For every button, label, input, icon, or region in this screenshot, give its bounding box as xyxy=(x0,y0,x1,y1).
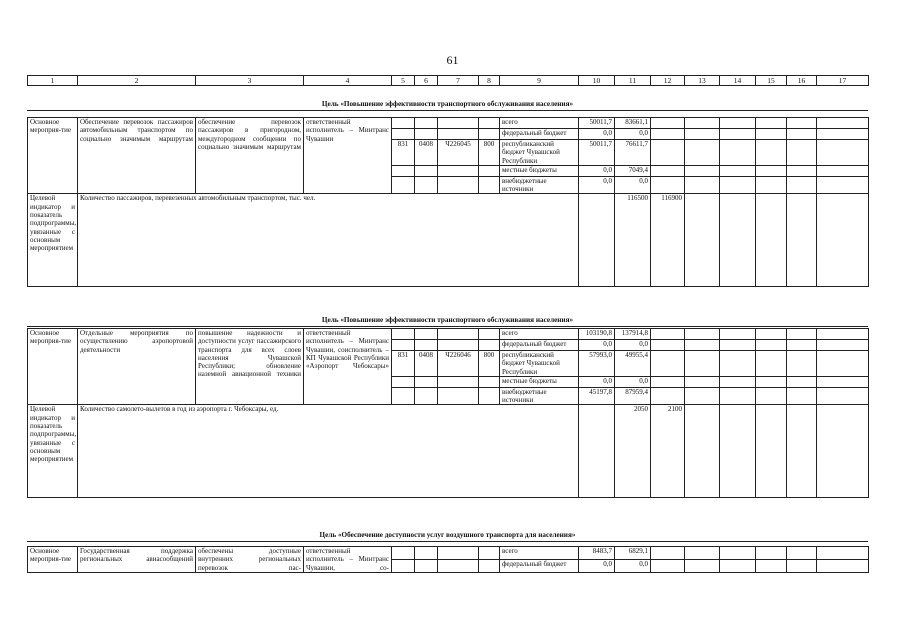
empty-cell xyxy=(787,547,817,560)
empty-cell xyxy=(415,118,438,129)
empty-cell xyxy=(787,140,817,166)
empty-cell xyxy=(787,559,817,572)
empty-cell xyxy=(720,559,756,572)
empty-cell xyxy=(651,176,685,194)
funding-value-2019: 50011,7 xyxy=(579,118,615,129)
empty-cell xyxy=(685,387,720,405)
empty-cell xyxy=(438,387,479,405)
funding-source: республиканский бюджет Чувашской Республики xyxy=(500,140,579,166)
empty-cell xyxy=(685,340,720,351)
empty-cell xyxy=(817,329,869,340)
event-result: обеспечение перевозок пассажиров в пригородном, междугородном сообщении по социально значимым маршрутам xyxy=(196,118,304,194)
funding-value-2020: 87959,4 xyxy=(615,387,651,405)
funding-value-2020: 0,0 xyxy=(615,129,651,140)
empty-cell xyxy=(415,329,438,340)
budget-code: 0408 xyxy=(415,351,438,377)
empty-cell xyxy=(479,165,500,176)
funding-source: внебюджетные источники xyxy=(500,387,579,405)
empty-cell xyxy=(651,387,685,405)
empty-cell xyxy=(438,547,479,560)
funding-source: внебюджетные источники xyxy=(500,176,579,194)
event-type: Основное мероприя-тие xyxy=(28,329,78,405)
empty-cell xyxy=(651,351,685,377)
goal-heading-2 xyxy=(27,308,868,327)
empty-cell xyxy=(720,329,756,340)
funding-source: местные бюджеты xyxy=(500,376,579,387)
indicator-value-2020: 2100 xyxy=(651,405,685,498)
column-header-8: 8 xyxy=(479,76,500,86)
indicator-row xyxy=(28,405,869,498)
empty-cell xyxy=(651,559,685,572)
event-type: Основное мероприя-тие xyxy=(28,118,78,194)
empty-cell xyxy=(685,351,720,377)
empty-cell xyxy=(415,376,438,387)
empty-cell xyxy=(415,176,438,194)
empty-cell xyxy=(438,376,479,387)
empty-cell xyxy=(756,376,787,387)
empty-cell xyxy=(651,329,685,340)
empty-cell xyxy=(720,129,756,140)
funding-value-2019: 103190,8 xyxy=(579,329,615,340)
empty-cell xyxy=(756,176,787,194)
column-header-10: 10 xyxy=(579,76,615,86)
empty-cell xyxy=(479,547,500,560)
empty-cell xyxy=(438,559,479,572)
empty-cell xyxy=(817,376,869,387)
empty-cell xyxy=(685,329,720,340)
empty-cell xyxy=(392,387,415,405)
empty-cell xyxy=(415,387,438,405)
funding-value-2019: 50011,7 xyxy=(579,140,615,166)
indicator-label: Целевой индикатор и показатель подпрограммы, увязанные с основным мероприятием xyxy=(28,194,78,287)
column-header-11: 11 xyxy=(615,76,651,86)
empty-cell xyxy=(479,176,500,194)
empty-cell xyxy=(438,340,479,351)
event-responsible: ответственный исполнитель – Минтранс Чувашии, соисполнитель – КП Чувашской Республики «Аэропорт Чебоксары» xyxy=(304,329,392,405)
event-name: Обеспечение перевозок пассажиров автомобильным транспортом по социально значимым маршрутам xyxy=(78,118,196,194)
empty-cell xyxy=(415,165,438,176)
empty-cell xyxy=(787,340,817,351)
empty-cell xyxy=(787,129,817,140)
empty-cell xyxy=(651,376,685,387)
column-header-12: 12 xyxy=(651,76,685,86)
funding-source: федеральный бюджет xyxy=(500,340,579,351)
funding-value-2019: 0,0 xyxy=(579,176,615,194)
empty-cell xyxy=(392,129,415,140)
empty-cell xyxy=(787,376,817,387)
empty-cell xyxy=(685,165,720,176)
empty-cell xyxy=(392,376,415,387)
column-header-13: 13 xyxy=(685,76,720,86)
funding-row xyxy=(28,547,869,560)
empty-cell xyxy=(479,118,500,129)
event-result: обеспечены доступные внутренних региональных перевозок пас- xyxy=(196,547,304,573)
funding-source: всего xyxy=(500,329,579,340)
funding-value-2019: 0,0 xyxy=(579,165,615,176)
empty-cell xyxy=(685,176,720,194)
indicator-text: Количество самолето-вылетов в год из аэропорта г. Чебоксары, ед. xyxy=(78,405,579,498)
empty-cell xyxy=(817,129,869,140)
empty-cell xyxy=(651,547,685,560)
empty-cell xyxy=(756,118,787,129)
empty-cell xyxy=(651,340,685,351)
empty-cell xyxy=(651,140,685,166)
empty-cell xyxy=(756,387,787,405)
event-result: повышение надежности и доступности услуг пассажирского транспорта для всех слоев населения Чувашской Республики; обновление наземной авиационной техники xyxy=(196,329,304,405)
event-block-1 xyxy=(27,117,869,287)
funding-value-2020: 0,0 xyxy=(615,340,651,351)
empty-cell xyxy=(479,340,500,351)
empty-cell xyxy=(817,118,869,129)
event-block-3 xyxy=(27,546,869,573)
empty-cell xyxy=(756,351,787,377)
column-header-6: 6 xyxy=(415,76,438,86)
empty-cell xyxy=(685,194,720,287)
goal-title: Цель «Повышение эффективности транспортного обслуживания населения» xyxy=(27,308,868,327)
empty-cell xyxy=(438,129,479,140)
empty-cell xyxy=(817,194,869,287)
empty-cell xyxy=(438,118,479,129)
empty-cell xyxy=(392,329,415,340)
empty-cell xyxy=(415,340,438,351)
funding-source: федеральный бюджет xyxy=(500,129,579,140)
budget-code: 831 xyxy=(392,140,415,166)
empty-cell xyxy=(787,329,817,340)
funding-value-2019: 57993,0 xyxy=(579,351,615,377)
funding-source: всего xyxy=(500,547,579,560)
empty-cell xyxy=(787,165,817,176)
empty-cell xyxy=(685,547,720,560)
empty-cell xyxy=(720,194,756,287)
empty-cell xyxy=(720,176,756,194)
funding-value-2019: 0,0 xyxy=(579,129,615,140)
budget-code: 800 xyxy=(479,140,500,166)
empty-cell xyxy=(685,376,720,387)
empty-cell xyxy=(787,351,817,377)
indicator-text: Количество пассажиров, перевезенных автомобильным транспортом, тыс. чел. xyxy=(78,194,579,287)
column-header-1: 1 xyxy=(28,76,78,86)
column-header-15: 15 xyxy=(756,76,787,86)
funding-value-2020: 0,0 xyxy=(615,376,651,387)
empty-cell xyxy=(817,340,869,351)
event-type: Основное мероприя-тие xyxy=(28,547,78,573)
empty-cell xyxy=(756,405,787,498)
empty-cell xyxy=(685,140,720,166)
empty-cell xyxy=(756,340,787,351)
funding-source: всего xyxy=(500,118,579,129)
funding-source: местные бюджеты xyxy=(500,165,579,176)
funding-value-2019: 8483,7 xyxy=(579,547,615,560)
empty-cell xyxy=(817,405,869,498)
event-name: Отдельные мероприятия по осуществлению аэропортовой деятельности xyxy=(78,329,196,405)
budget-code: 800 xyxy=(479,351,500,377)
empty-cell xyxy=(720,547,756,560)
empty-cell xyxy=(787,118,817,129)
budget-code: 0408 xyxy=(415,140,438,166)
empty-cell xyxy=(756,547,787,560)
empty-cell xyxy=(756,329,787,340)
goal-heading-1 xyxy=(27,92,868,111)
empty-cell xyxy=(787,405,817,498)
empty-cell xyxy=(817,176,869,194)
indicator-label: Целевой индикатор и показатель подпрограммы, увязанные с основным мероприятием xyxy=(28,405,78,498)
column-header-7: 7 xyxy=(438,76,479,86)
empty-cell xyxy=(720,376,756,387)
funding-value-2020: 0,0 xyxy=(615,559,651,572)
page-number: 61 xyxy=(446,53,459,67)
empty-cell xyxy=(438,176,479,194)
empty-cell xyxy=(579,194,615,287)
empty-cell xyxy=(720,405,756,498)
budget-code: Ч226045 xyxy=(438,140,479,166)
empty-cell xyxy=(787,176,817,194)
empty-cell xyxy=(479,129,500,140)
event-responsible: ответственный исполнитель – Минтранс Чувашии xyxy=(304,118,392,194)
empty-cell xyxy=(817,165,869,176)
empty-cell xyxy=(685,405,720,498)
goal-heading-3 xyxy=(27,523,868,542)
empty-cell xyxy=(817,547,869,560)
column-header-17: 17 xyxy=(817,76,869,86)
funding-value-2020: 137914,8 xyxy=(615,329,651,340)
empty-cell xyxy=(720,351,756,377)
budget-code: 831 xyxy=(392,351,415,377)
empty-cell xyxy=(817,387,869,405)
empty-cell xyxy=(392,547,415,560)
funding-value-2020: 7049,4 xyxy=(615,165,651,176)
empty-cell xyxy=(817,559,869,572)
funding-source: республиканский бюджет Чувашской Республики xyxy=(500,351,579,377)
empty-cell xyxy=(756,194,787,287)
column-header-row xyxy=(27,75,869,86)
empty-cell xyxy=(756,165,787,176)
empty-cell xyxy=(392,340,415,351)
column-header-3: 3 xyxy=(196,76,304,86)
funding-source: федеральный бюджет xyxy=(500,559,579,572)
empty-cell xyxy=(392,176,415,194)
empty-cell xyxy=(579,405,615,498)
empty-cell xyxy=(651,129,685,140)
indicator-value-2019: 2050 xyxy=(615,405,651,498)
funding-value-2019: 0,0 xyxy=(579,340,615,351)
funding-value-2019: 45197,8 xyxy=(579,387,615,405)
empty-cell xyxy=(479,387,500,405)
empty-cell xyxy=(685,118,720,129)
empty-cell xyxy=(720,165,756,176)
goal-title: Цель «Обеспечение доступности услуг воздушного транспорта для населения» xyxy=(27,523,868,542)
empty-cell xyxy=(817,351,869,377)
event-block-2 xyxy=(27,328,869,498)
column-header-14: 14 xyxy=(720,76,756,86)
empty-cell xyxy=(720,387,756,405)
empty-cell xyxy=(756,559,787,572)
empty-cell xyxy=(392,118,415,129)
empty-cell xyxy=(392,559,415,572)
empty-cell xyxy=(479,329,500,340)
empty-cell xyxy=(720,140,756,166)
column-header-5: 5 xyxy=(392,76,415,86)
empty-cell xyxy=(651,165,685,176)
empty-cell xyxy=(438,329,479,340)
column-header-4: 4 xyxy=(304,76,392,86)
funding-value-2020: 76611,7 xyxy=(615,140,651,166)
funding-value-2020: 83661,1 xyxy=(615,118,651,129)
indicator-row xyxy=(28,194,869,287)
empty-cell xyxy=(651,118,685,129)
empty-cell xyxy=(685,129,720,140)
goal-title: Цель «Повышение эффективности транспортного обслуживания населения» xyxy=(27,92,868,111)
funding-value-2019: 0,0 xyxy=(579,376,615,387)
empty-cell xyxy=(787,387,817,405)
column-header-16: 16 xyxy=(787,76,817,86)
funding-row xyxy=(28,118,869,129)
empty-cell xyxy=(479,559,500,572)
budget-code: Ч226046 xyxy=(438,351,479,377)
event-name: Государственная поддержка региональных авиасообщений xyxy=(78,547,196,573)
empty-cell xyxy=(438,165,479,176)
column-header-2: 2 xyxy=(78,76,196,86)
empty-cell xyxy=(415,559,438,572)
empty-cell xyxy=(720,340,756,351)
empty-cell xyxy=(756,140,787,166)
empty-cell xyxy=(756,129,787,140)
event-responsible: ответственный исполнитель – Минтранс Чувашии, со- xyxy=(304,547,392,573)
empty-cell xyxy=(817,140,869,166)
indicator-value-2020: 116900 xyxy=(651,194,685,287)
column-header-9: 9 xyxy=(500,76,579,86)
empty-cell xyxy=(392,165,415,176)
funding-value-2020: 49955,4 xyxy=(615,351,651,377)
empty-cell xyxy=(720,118,756,129)
empty-cell xyxy=(415,129,438,140)
indicator-value-2019: 116500 xyxy=(615,194,651,287)
empty-cell xyxy=(787,194,817,287)
empty-cell xyxy=(415,547,438,560)
funding-value-2019: 0,0 xyxy=(579,559,615,572)
empty-cell xyxy=(685,559,720,572)
empty-cell xyxy=(479,376,500,387)
funding-row xyxy=(28,329,869,340)
funding-value-2020: 6829,1 xyxy=(615,547,651,560)
funding-value-2020: 0,0 xyxy=(615,176,651,194)
